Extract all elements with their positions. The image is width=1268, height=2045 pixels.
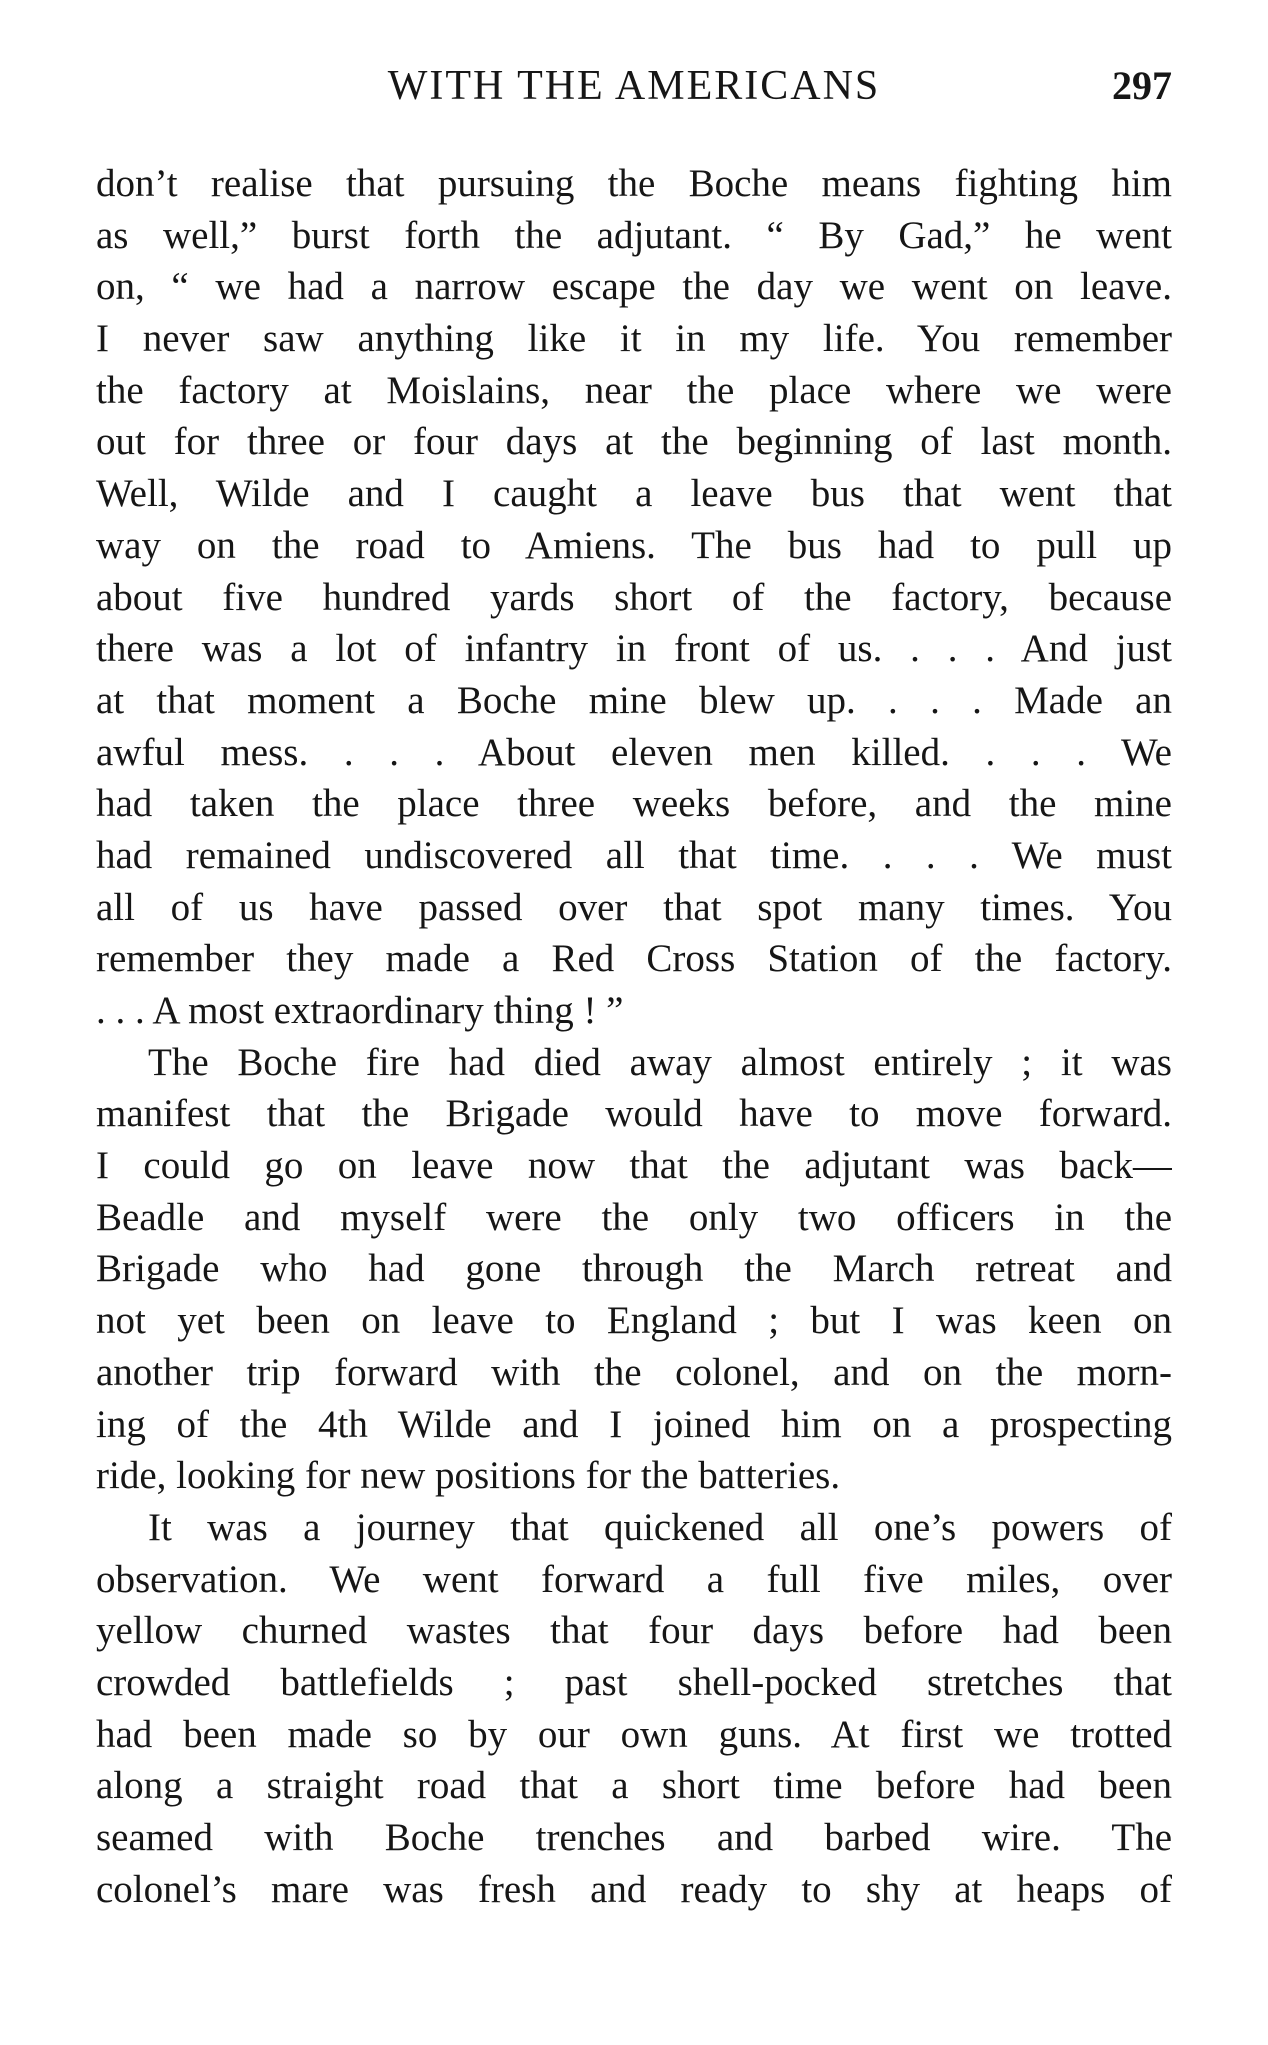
text-line: out for three or four days at the beginning of last month. [96,420,1172,464]
text-line: don’t realise that pursuing the Boche means fighting him [96,162,1172,205]
text-line: had remained undiscovered all that time. . . . We must [96,833,1172,877]
text-line: on, “ we had a narrow escape the day we went on leave. [96,265,1172,309]
text-line: awful mess. . . . About eleven men killed. . . . We [96,730,1172,774]
text-line: observation. We went forward a full five miles, over [96,1557,1172,1601]
text-line: Brigade who had gone through the March retreat and [96,1247,1172,1291]
text-line: ride, looking for new positions for the batteries. [96,1454,841,1498]
text-line: along a straight road that a short time before had been [96,1764,1172,1808]
text-line: ing of the 4th Wilde and I joined him on a prospecting [96,1402,1172,1446]
text-line: . . . A most extraordinary thing ! ” [96,989,624,1032]
text-line: not yet been on leave to England ; but I was keen on [96,1299,1172,1343]
text-line: colonel’s mare was fresh and ready to shy at heaps of [96,1867,1172,1911]
running-head [96,58,1172,114]
text-line: way on the road to Amiens. The bus had to pull up [96,523,1172,567]
text-line: had taken the place three weeks before, and the mine [96,782,1172,826]
text-line: Beadle and myself were the only two officers in the [96,1195,1172,1239]
text-line: manifest that the Brigade would have to move forward. [96,1092,1172,1136]
text-line: the factory at Moislains, near the place where we were [96,368,1172,412]
text-line: all of us have passed over that spot many times. You [96,885,1172,929]
text-line: remember they made a Red Cross Station of the factory. [96,937,1172,981]
text-line: at that moment a Boche mine blew up. . . . Made an [96,678,1172,722]
text-line: seamed with Boche trenches and barbed wire. The [96,1816,1172,1859]
text-line: had been made so by our own guns. At first we trotted [96,1712,1172,1756]
text-line: yellow churned wastes that four days before had been [96,1609,1172,1653]
text-line: crowded battlefields ; past shell-pocked stretches that [96,1660,1172,1704]
page-number: 297 [1112,63,1172,108]
running-title: WITH THE AMERICANS [387,63,881,109]
text-line: about five hundred yards short of the factory, because [96,575,1172,619]
body-text [96,158,1172,1915]
text-line: another trip forward with the colonel, and on the morn- [96,1350,1172,1394]
text-line: I could go on leave now that the adjutant was back— [96,1144,1172,1188]
text-line: Well, Wilde and I caught a leave bus that went that [96,472,1172,516]
text-line: as well,” burst forth the adjutant. “ By Gad,” he went [96,213,1172,257]
text-line: It was a journey that quickened all one’s powers of [148,1505,1172,1549]
text-line: The Boche fire had died away almost entirely ; it was [148,1040,1172,1084]
text-line: I never saw anything like it in my life. You remember [96,317,1172,361]
text-line: there was a lot of infantry in front of us. . . . And just [96,627,1172,671]
